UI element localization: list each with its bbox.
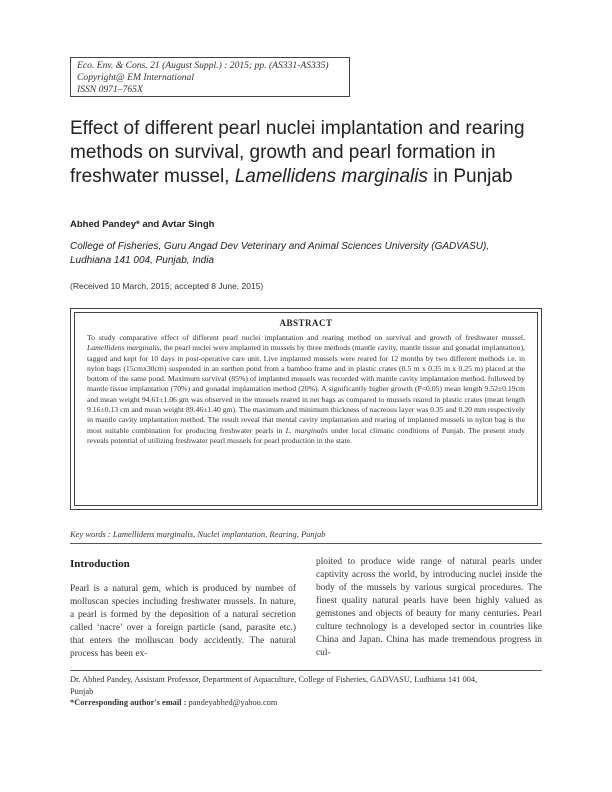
affiliation-line-2: Ludhiana 141 004, Punjab, India — [70, 255, 215, 266]
abstract-part-2: , the pearl nuclei were implanted in mussels by three methods (mantle cavity, mantle tissue and gonadal implantation), tagged and kept for 10 days in post-operative care unit. Live implanted mussels were reared for 12 months by two different methods i.e. in nylon bags (15cmx30cm) suspended in an earthen pond from a bamboo frame and in plastic crates (0.5 m x 0.35 m x 0.25 m) placed at the bottom of the same pond. Maximum survival (85%) of implanted mussels was recorded with mantle cavity implantation method, followed by mantle tissue implantation (70%) and gonadal implantation method (20%). A significantly higher growth (P<0.05) mean length 9.52±0.19cm and mean weight 94.61±1.06 gm was observed in the mussels reared in net bags as compared to mussels reared in plastic crates (mean length 9.16±0.13 cm and mean weight 89.46±1.40 gm). The maximum and minimum thickness of nacreous layer was 0.35 and 0.20 mm respectively in mantle cavity implantation method. The result reveal that mental cavity implantation and rearing of implanted mussels in nylon bag is the most suitable combination for producing freshwater pearls in — [87, 343, 525, 435]
journal-copyright: Copyright@ EM International — [77, 72, 195, 83]
affiliation — [70, 240, 540, 268]
abstract-heading: ABSTRACT — [279, 318, 333, 328]
abstract-box — [70, 308, 542, 510]
keywords: Key words : Lamellidens marginalis, Nuclei implantation, Rearing, Punjab — [70, 529, 326, 539]
abstract-part-1: To study comparative effect of different pearl nuclei implantation and rearing method on survival and growth of freshwater mussel, — [87, 333, 525, 342]
journal-issn: ISSN 0971–765X — [77, 84, 143, 95]
title-suffix: in Punjab — [428, 166, 513, 187]
journal-citation: Eco. Env. & Cons. 21 (August Suppl.) : 2015; pp. (AS331-AS335) — [77, 60, 329, 71]
title-species: Lamellidens marginalis — [234, 166, 428, 187]
introduction-heading: Introduction — [70, 558, 130, 570]
footnote-state: Punjab — [70, 686, 94, 696]
keywords-divider — [70, 543, 542, 544]
intro-column-right: ploited to produce wide range of natural pearls under captivity across the world, by introducing nuclei inside the body of the mussels by various surgical procedures. The finest quality natural pearls have been highly valued as gemstones and objects of beauty for many centuries. Pearl culture technology is a developed sector in countries like China and Japan. China has made tremendous progress in cul- — [316, 557, 542, 658]
abstract-body — [87, 333, 525, 446]
received-date: (Received 10 March, 2015; accepted 8 June, 2015) — [70, 281, 264, 291]
footnote-address: Dr. Abhed Pandey, Assistant Professor, Department of Aquaculture, College of Fisheries, GADVASU, Ludhiana 141 004, — [70, 675, 478, 684]
intro-column-left: Pearl is a natural gem, which is produced by number of molluscan species including freshwater mussels. In nature, a pearl is formed by the deposition of a natural secretion called ‘nacre’ over a foreign particle (sand, parasite etc.) that enters the molluscan body accidently. The natural process has been ex- — [70, 584, 296, 659]
footnote — [70, 674, 542, 709]
email-address: pandeyabhed@yahoo.com — [188, 698, 278, 707]
paper-title — [70, 117, 550, 189]
abstract-part-3: under local climatic conditions of Punjab. The present study reveals potential of utilizing freshwater pearl mussels for pearl production in the state. — [87, 425, 526, 445]
abstract-species-2: L. marginalis — [285, 425, 328, 435]
email-label: *Corresponding author's email : — [70, 698, 189, 707]
abstract-species-1: Lamellidens marginalis — [87, 343, 160, 353]
title-main: Effect of different pearl nuclei implantation and rearing methods on survival, growth and pearl formation in freshwater mussel, — [70, 118, 525, 187]
abstract-inner-frame — [74, 312, 538, 506]
footnote-email-line — [70, 697, 542, 709]
affiliation-line-1: College of Fisheries, Guru Angad Dev Veterinary and Animal Sciences University (GADVASU), — [70, 241, 490, 252]
journal-info-box — [70, 57, 350, 97]
authors: Abhed Pandey* and Avtar Singh — [70, 219, 215, 230]
footer-divider — [70, 670, 542, 671]
